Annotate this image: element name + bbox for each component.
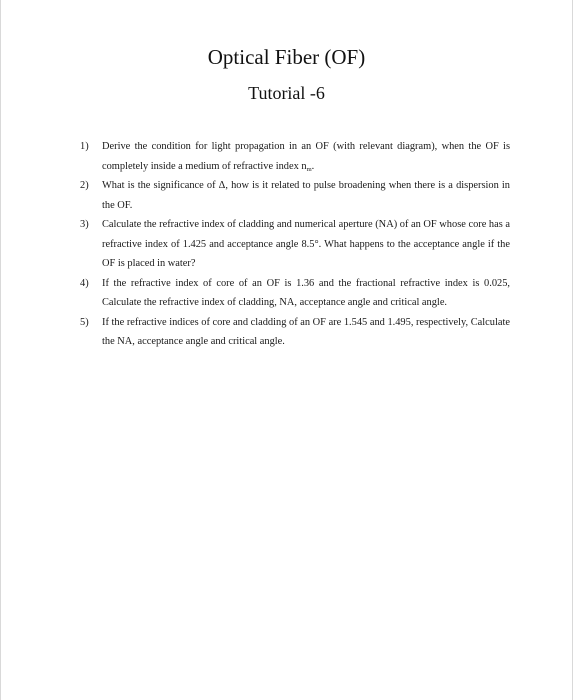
question-item: [80, 215, 510, 274]
document-title: Optical Fiber (OF): [207, 45, 366, 69]
question-text: If the refractive indices of core and cladding of an OF are 1.545 and 1.495, respectively, Calculate the NA, acceptance angle and critical angle.: [102, 316, 510, 347]
question-number: 3): [80, 219, 89, 230]
document-subtitle: Tutorial -6: [248, 83, 325, 103]
question-text: Calculate the refractive index of cladding and numerical aperture (NA) of an OF whose core has a refractive index of 1.425 and acceptance angle 8.5°. What happens to the acceptance angle if the OF is placed in water?: [102, 219, 510, 269]
question-number: 5): [80, 316, 89, 328]
question-item: [80, 274, 510, 313]
question-subscript: m: [306, 165, 312, 173]
question-suffix: .: [311, 160, 315, 172]
question-number: 4): [80, 277, 89, 289]
question-list: [80, 137, 510, 352]
question-text: Derive the condition for light propagation in an OF (with relevant diagram), when the OF is completely inside a medium of refractive index n: [102, 141, 510, 172]
question-item: [80, 176, 510, 215]
question-item: [80, 137, 510, 176]
question-number: 2): [80, 180, 89, 191]
question-text: If the refractive index of core of an OF is 1.36 and the fractional refractive index is 0.025, Calculate the refractive index of cladding, NA, acceptance angle and critical angle.: [102, 277, 510, 308]
question-item: [80, 313, 510, 352]
question-text: What is the significance of Δ, how is it related to pulse broadening when there is a dispersion in the OF.: [102, 180, 510, 211]
question-number: 1): [80, 141, 89, 152]
